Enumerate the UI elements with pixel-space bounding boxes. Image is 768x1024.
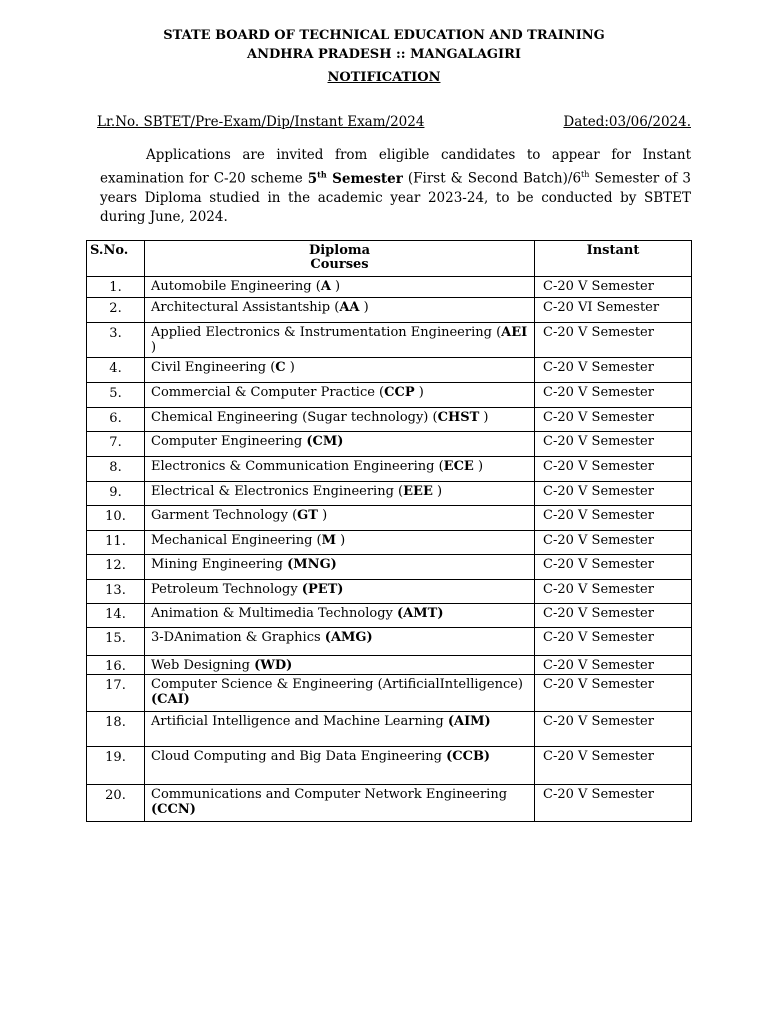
- row-instant: C-20 V Semester: [535, 277, 692, 298]
- row-sno: 10.: [87, 506, 145, 531]
- row-course: [145, 432, 535, 457]
- course-code: (PET): [301, 582, 344, 597]
- row-sno: 12.: [87, 555, 145, 580]
- course-code-close: ): [151, 340, 157, 355]
- table-row: [87, 628, 692, 656]
- course-name: Automobile Engineering (: [151, 279, 321, 294]
- table-row: [87, 277, 692, 298]
- courses-table-body: [87, 277, 692, 822]
- course-code: GT: [297, 508, 318, 523]
- row-sno: 3.: [87, 323, 145, 358]
- row-sno: 5.: [87, 383, 145, 408]
- row-course: [145, 785, 535, 822]
- table-row: [87, 408, 692, 432]
- table-row: [87, 457, 692, 482]
- table-row: [87, 604, 692, 628]
- row-instant: C-20 V Semester: [535, 712, 692, 747]
- row-instant: C-20 V Semester: [535, 457, 692, 482]
- course-code: (CCB): [446, 749, 491, 764]
- table-row: [87, 747, 692, 785]
- row-course: [145, 747, 535, 785]
- row-sno: 18.: [87, 712, 145, 747]
- instant-header: Instant: [535, 241, 692, 277]
- course-name: Web Designing: [151, 658, 255, 673]
- table-row: [87, 482, 692, 506]
- table-row: [87, 323, 692, 358]
- row-sno: 17.: [87, 675, 145, 712]
- row-sno: 11.: [87, 531, 145, 555]
- course-name: Commercial & Computer Practice (: [151, 385, 385, 400]
- courses-table: [86, 240, 692, 822]
- course-code: (AMT): [397, 606, 444, 621]
- row-course: [145, 712, 535, 747]
- course-code: (AMG): [324, 630, 373, 645]
- course-code-close: ): [336, 533, 346, 548]
- course-name: Computer Engineering: [151, 434, 307, 449]
- row-course: [145, 628, 535, 656]
- course-code-close: ): [359, 300, 369, 315]
- row-instant: C-20 V Semester: [535, 323, 692, 358]
- row-sno: 2.: [87, 298, 145, 323]
- course-code: AA: [339, 300, 360, 315]
- course-code: CHST: [437, 410, 480, 425]
- course-name: Electronics & Communication Engineering (: [151, 459, 444, 474]
- row-sno: 7.: [87, 432, 145, 457]
- board-location: ANDHRA PRADESH :: MANGALAGIRI: [247, 47, 521, 62]
- course-code: C: [275, 360, 286, 375]
- sno-header: S.No.: [87, 241, 145, 277]
- row-course: [145, 506, 535, 531]
- row-sno: 1.: [87, 277, 145, 298]
- course-code: (AIM): [447, 714, 491, 729]
- row-course: [145, 457, 535, 482]
- course-name: Artificial Intelligence and Machine Learning: [151, 714, 448, 729]
- table-row: [87, 358, 692, 383]
- row-instant: C-20 V Semester: [535, 383, 692, 408]
- row-instant: C-20 V Semester: [535, 531, 692, 555]
- row-instant: C-20 V Semester: [535, 506, 692, 531]
- row-instant: C-20 V Semester: [535, 408, 692, 432]
- table-row: [87, 432, 692, 457]
- course-code: EEE: [403, 484, 433, 499]
- course-code: ECE: [443, 459, 474, 474]
- row-course: [145, 580, 535, 604]
- row-sno: 13.: [87, 580, 145, 604]
- table-row: [87, 298, 692, 323]
- row-instant: C-20 V Semester: [535, 656, 692, 675]
- table-row: [87, 712, 692, 747]
- row-sno: 9.: [87, 482, 145, 506]
- course-code: (CAI): [151, 692, 190, 707]
- row-instant: C-20 V Semester: [535, 580, 692, 604]
- course-code: (MNG): [287, 557, 337, 572]
- row-instant: C-20 V Semester: [535, 785, 692, 822]
- course-code: CCP: [384, 385, 415, 400]
- row-sno: 4.: [87, 358, 145, 383]
- courses-header: Diploma Courses: [145, 241, 535, 277]
- row-course: [145, 323, 535, 358]
- notification-heading: NOTIFICATION: [327, 70, 441, 85]
- course-code: (CCN): [151, 802, 196, 817]
- table-header-row: [87, 241, 692, 277]
- course-code-close: ): [479, 410, 489, 425]
- course-name: Civil Engineering (: [151, 360, 276, 375]
- row-sno: 16.: [87, 656, 145, 675]
- course-name: Electrical & Electronics Engineering (: [151, 484, 404, 499]
- row-course: [145, 531, 535, 555]
- row-instant: C-20 V Semester: [535, 358, 692, 383]
- row-course: [145, 656, 535, 675]
- course-name: Architectural Assistantship (: [151, 300, 340, 315]
- row-sno: 8.: [87, 457, 145, 482]
- course-name: Chemical Engineering (Sugar technology) (: [151, 410, 438, 425]
- course-name: Communications and Computer Network Engineering: [151, 787, 508, 802]
- course-name: Cloud Computing and Big Data Engineering: [151, 749, 447, 764]
- table-row: [87, 531, 692, 555]
- course-code: AEI: [501, 325, 528, 340]
- table-row: [87, 785, 692, 822]
- course-code-close: ): [330, 279, 341, 294]
- course-name: Computer Science & Engineering (ArtificialIntelligence): [151, 677, 523, 692]
- table-row: [87, 555, 692, 580]
- course-code: M: [321, 533, 337, 548]
- row-course: [145, 675, 535, 712]
- course-code: (CM): [306, 434, 344, 449]
- table-row: [87, 675, 692, 712]
- course-name: Mechanical Engineering (: [151, 533, 322, 548]
- notice-date: Dated:03/06/2024.: [563, 114, 691, 130]
- reference-number: Lr.No. SBTET/Pre-Exam/Dip/Instant Exam/2024: [97, 114, 425, 130]
- course-name: Garment Technology (: [151, 508, 298, 523]
- row-instant: C-20 V Semester: [535, 555, 692, 580]
- row-course: [145, 277, 535, 298]
- row-sno: 15.: [87, 628, 145, 656]
- row-sno: 14.: [87, 604, 145, 628]
- row-instant: C-20 V Semester: [535, 747, 692, 785]
- course-name: 3-DAnimation & Graphics: [151, 630, 325, 645]
- course-name: Mining Engineering: [151, 557, 288, 572]
- course-code-close: ): [414, 385, 424, 400]
- row-course: [145, 604, 535, 628]
- row-instant: C-20 V Semester: [535, 628, 692, 656]
- row-course: [145, 408, 535, 432]
- course-code-close: ): [473, 459, 484, 474]
- row-course: [145, 555, 535, 580]
- course-code: A: [320, 279, 331, 294]
- row-course: [145, 298, 535, 323]
- row-course: [145, 358, 535, 383]
- course-code-close: ): [317, 508, 328, 523]
- board-title: STATE BOARD OF TECHNICAL EDUCATION AND TRAINING: [163, 28, 605, 43]
- course-code: (WD): [254, 658, 293, 673]
- row-course: [145, 482, 535, 506]
- row-instant: C-20 V Semester: [535, 432, 692, 457]
- course-name: Applied Electronics & Instrumentation Engineering (: [151, 325, 502, 340]
- course-name: Petroleum Technology: [151, 582, 302, 597]
- table-row: [87, 656, 692, 675]
- row-sno: 19.: [87, 747, 145, 785]
- course-code-close: ): [285, 360, 295, 375]
- notice-paragraph: Applications are invited from eligible candidates to appear for Instant examination for C-20 scheme 5th Semester (First & Second Batch)/6th Semester of 3 years Diploma studied in the academic year 2023-24, to be conducted by SBTET during June, 2024.: [100, 147, 692, 226]
- row-instant: C-20 VI Semester: [535, 298, 692, 323]
- table-row: [87, 506, 692, 531]
- row-sno: 6.: [87, 408, 145, 432]
- course-code-close: ): [432, 484, 443, 499]
- table-row: [87, 580, 692, 604]
- row-instant: C-20 V Semester: [535, 482, 692, 506]
- row-instant: C-20 V Semester: [535, 675, 692, 712]
- course-name: Animation & Multimedia Technology: [151, 606, 398, 621]
- row-instant: C-20 V Semester: [535, 604, 692, 628]
- row-course: [145, 383, 535, 408]
- row-sno: 20.: [87, 785, 145, 822]
- table-row: [87, 383, 692, 408]
